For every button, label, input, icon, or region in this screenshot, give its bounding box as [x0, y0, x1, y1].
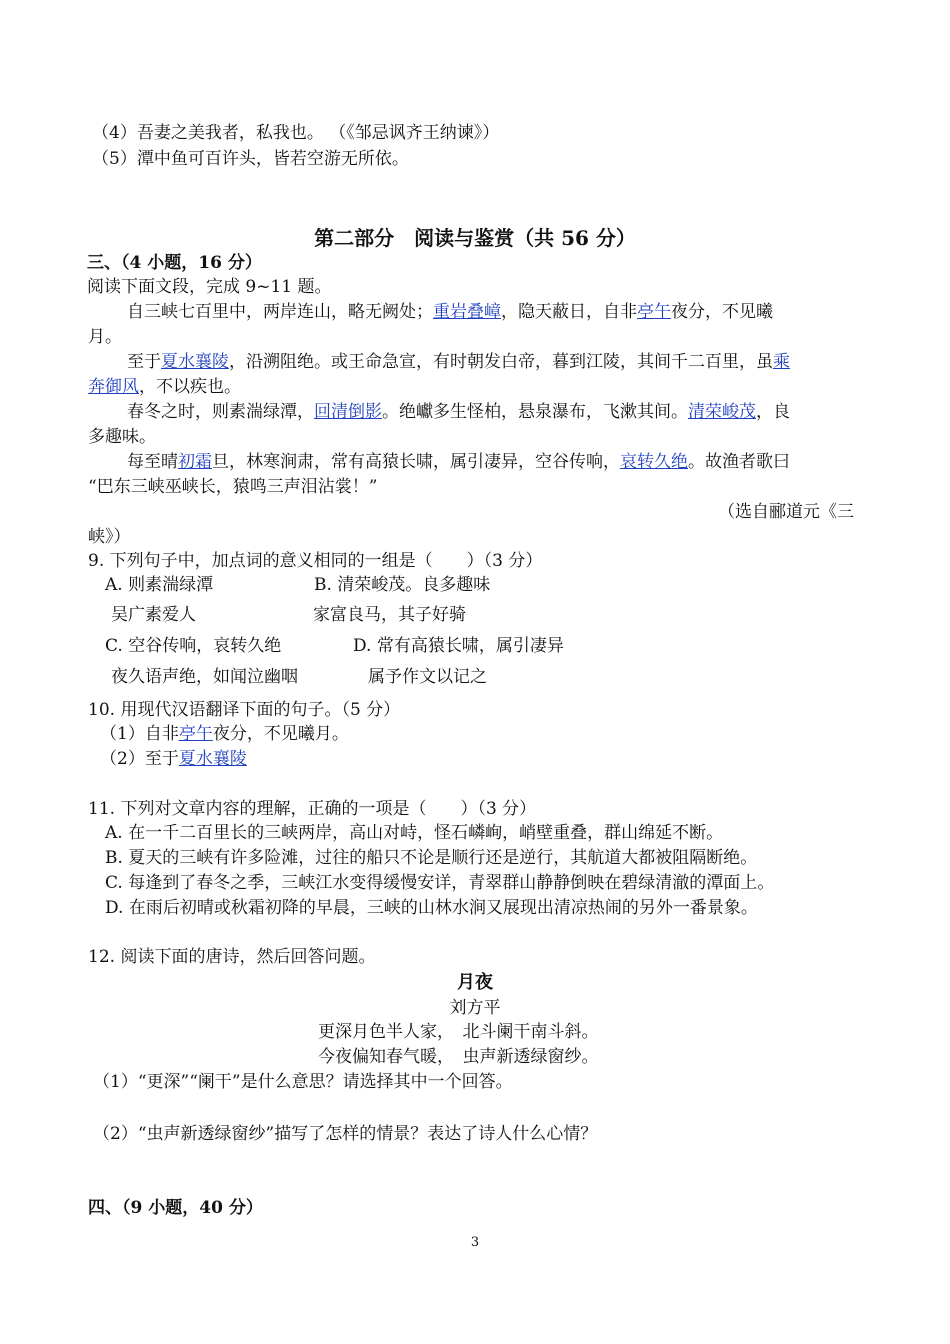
passage-p2-line2 [88, 375, 241, 399]
text: 夜分，不见曦 [671, 302, 773, 322]
q9-option-d1: D. 常有高猿长啸，属引凄异 [353, 636, 564, 656]
link-benyufeng[interactable]: 奔御风 [88, 377, 139, 397]
text: 旦，林寒涧肃，常有高猿长啸，属引凄异，空谷传响， [212, 452, 620, 472]
link-tingwu[interactable]: 亭午 [637, 302, 671, 322]
q12-sub-1: （1）“更深”“阑干”是什么意思？请选择其中一个回答。 [93, 1072, 513, 1092]
link-xiashuixiangling-q10[interactable]: 夏水襄陵 [178, 749, 247, 769]
text: （2）至于 [100, 749, 179, 769]
q9-option-d2: 属予作文以记之 [368, 667, 487, 687]
section3-intro: 阅读下面文段，完成 9~11 题。 [87, 277, 332, 297]
text: ，沿溯阻绝。或王命急宣，有时朝发白帝，暮到江陵，其间千二百里，虽 [229, 352, 773, 372]
passage-p4-line1 [127, 450, 790, 474]
link-xiashuixiangling[interactable]: 夏水襄陵 [161, 352, 229, 372]
passage-p1-line1 [127, 300, 773, 324]
link-chushuang[interactable]: 初霜 [178, 452, 212, 472]
q12-sub-2: （2）“虫声新透绿窗纱”描写了怎样的情景？表达了诗人什么心情？ [93, 1124, 598, 1144]
section3-heading: 三、（4 小题，16 分） [87, 253, 262, 273]
passage-p3-line1 [127, 400, 790, 424]
q9-option-b2: 家富良马，其子好骑 [313, 605, 466, 625]
part-title: 第二部分 阅读与鉴赏（共 56 分） [314, 226, 636, 250]
passage-p1-line2: 月。 [88, 327, 122, 347]
source-line2: 峡》） [88, 527, 131, 547]
link-huiqingdaoying[interactable]: 回清倒影 [314, 402, 382, 422]
q9-option-c1: C. 空谷传响，哀转久绝 [105, 636, 282, 656]
item-4: （4）吾妻之美我者，私我也。 （《邹忌讽齐王纳谏》） [92, 123, 500, 143]
q11-stem: 11. 下列对文章内容的理解，正确的一项是（ ）（3 分） [88, 799, 537, 819]
q9-option-a1: A. 则素湍绿潭 [105, 575, 214, 595]
text: 春冬之时，则素湍绿潭， [127, 402, 314, 422]
q9-option-b1: B. 清荣峻茂。良多趣味 [314, 575, 491, 595]
link-cheng[interactable]: 乘 [773, 352, 790, 372]
passage-p4-line2: “巴东三峡巫峡长，猿鸣三声泪沾裳！” [88, 477, 378, 497]
q10-sentence-2 [100, 747, 247, 771]
text: 自三峡七百里中，两岸连山，略无阙处； [127, 302, 433, 322]
q10-sentence-1 [100, 722, 349, 746]
text: 夜分，不见曦月。 [212, 724, 349, 744]
q12-stem: 12. 阅读下面的唐诗，然后回答问题。 [88, 947, 376, 967]
source-line1: （选自郦道元《三 [718, 502, 854, 522]
q11-option-c: C. 每逢到了春冬之季，三峡江水变得缓慢安详，青翠群山静静倒映在碧绿清澈的潭面上。 [105, 873, 775, 893]
text: ，隐天蔽日，自非 [501, 302, 637, 322]
text: 。绝巘多生怪柏，悬泉瀑布，飞漱其间。 [382, 402, 688, 422]
link-zhongyandiezhang[interactable]: 重岩叠嶂 [433, 302, 501, 322]
q9-stem: 9. 下列句子中，加点词的意义相同的一组是（ ）（3 分） [88, 551, 543, 571]
q9-option-c2: 夜久语声绝，如闻泣幽咽 [111, 667, 298, 687]
q9-option-a2: 吴广素爱人 [111, 605, 196, 625]
q11-option-a: A. 在一千二百里长的三峡两岸，高山对峙，怪石嶙峋，峭壁重叠，群山绵延不断。 [105, 823, 724, 843]
text: （1）自非 [100, 724, 179, 744]
link-aizhuanjiujue[interactable]: 哀转久绝 [620, 452, 688, 472]
text: 每至晴 [127, 452, 178, 472]
poem-line-1: 更深月色半人家， 北斗阑干南斗斜。 [318, 1022, 599, 1042]
link-tingwu-q10[interactable]: 亭午 [178, 724, 213, 744]
text: 至于 [127, 352, 161, 372]
page-number: 3 [470, 1235, 480, 1250]
section4-heading: 四、（9 小题，40 分） [88, 1198, 263, 1218]
q10-stem: 10. 用现代汉语翻译下面的句子。（5 分） [88, 700, 401, 720]
poem-title: 月夜 [457, 972, 493, 993]
link-qingrongjunmao[interactable]: 清荣峻茂 [688, 402, 756, 422]
q11-option-b: B. 夏天的三峡有许多险滩，过往的船只不论是顺行还是逆行，其航道大都被阻隔断绝。 [105, 848, 758, 868]
passage-p3-line2: 多趣味。 [88, 427, 156, 447]
poem-line-2: 今夜偏知春气暖， 虫声新透绿窗纱。 [318, 1047, 599, 1067]
text: ，良 [756, 402, 790, 422]
q11-option-d: D. 在雨后初晴或秋霜初降的早晨，三峡的山林水涧又展现出清凉热闹的另外一番景象。 [105, 898, 758, 918]
text: 。故渔者歌曰 [688, 452, 790, 472]
item-5: （5）潭中鱼可百许头，皆若空游无所依。 [92, 149, 409, 169]
text: ，不以疾也。 [139, 377, 241, 397]
poem-author: 刘方平 [449, 998, 501, 1018]
passage-p2-line1 [127, 350, 790, 374]
